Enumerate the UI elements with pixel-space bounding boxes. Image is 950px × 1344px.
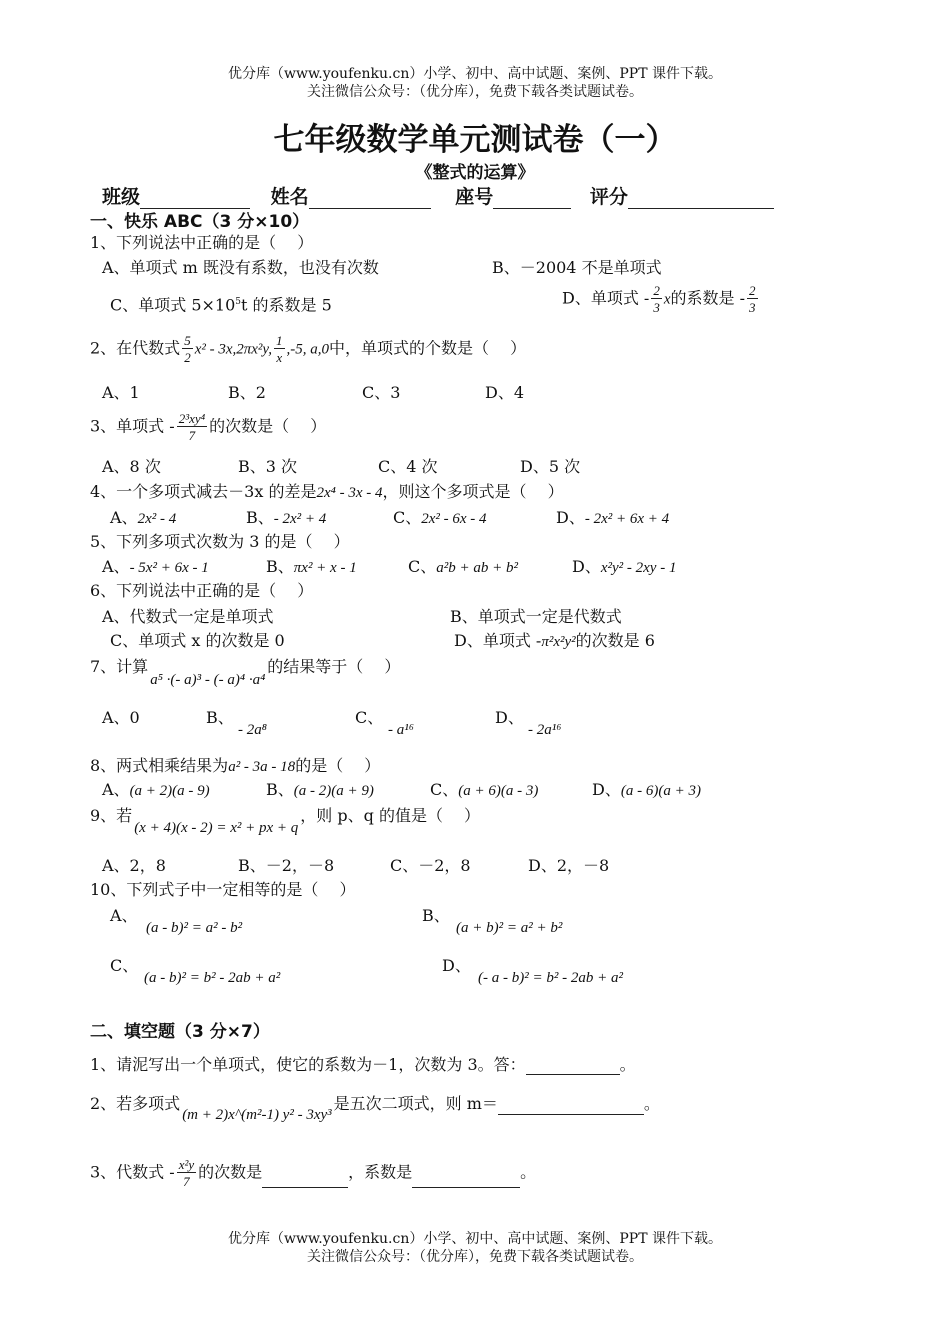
q1-option-a[interactable]: A、单项式 m 既没有系数，也没有次数 bbox=[102, 258, 379, 277]
q4-stem bbox=[90, 482, 564, 503]
q1-d-ans-num: 2 bbox=[749, 283, 756, 298]
q10-option-d-expr[interactable]: (- a - b)² = b² - 2ab + a² bbox=[478, 970, 623, 986]
q4-c-expr: 2x² - 6x - 4 bbox=[421, 511, 487, 527]
q4-d-label: D、 bbox=[556, 508, 585, 527]
q4-a-expr: 2x² - 4 bbox=[137, 511, 177, 527]
q6-d-post: 的次数是 6 bbox=[575, 631, 655, 650]
fill-q3 bbox=[90, 1158, 536, 1188]
q1-d-ans-den: 3 bbox=[749, 300, 756, 315]
q8-option-d[interactable] bbox=[592, 780, 701, 801]
q2-stem-post: 中，单项式的个数是（ ） bbox=[329, 338, 527, 358]
q1-c-pre: C、单项式 5×10 bbox=[110, 295, 236, 315]
q2-expr2: ,-5, a,0 bbox=[286, 341, 329, 358]
q4-stem-post: ，则这个多项式是（ ） bbox=[382, 482, 564, 501]
fill-q2 bbox=[90, 1094, 660, 1123]
q5-a-label: A、 bbox=[102, 557, 130, 576]
q4-b-expr: - 2x² + 4 bbox=[273, 511, 327, 527]
q2-frac2-num: 1 bbox=[276, 333, 283, 348]
seat-blank[interactable] bbox=[493, 190, 571, 209]
q4-d-expr: - 2x² + 6x + 4 bbox=[584, 511, 670, 527]
q5-c-expr: a²b + ab + b² bbox=[436, 560, 518, 576]
fill-q2-mid: 是五次二项式，则 m＝ bbox=[333, 1094, 498, 1113]
fill-q3-blank-degree[interactable] bbox=[262, 1169, 348, 1188]
q10-option-c-expr[interactable]: (a - b)² = b² - 2ab + a² bbox=[144, 970, 281, 986]
score-label: 评分 bbox=[589, 186, 628, 208]
q4-option-d[interactable] bbox=[556, 508, 669, 529]
q6-option-d[interactable] bbox=[454, 631, 655, 652]
fill-q3-mid1: 的次数是 bbox=[198, 1162, 263, 1182]
q4-a-label: A、 bbox=[110, 508, 138, 527]
fill-q3-pre: 3、代数式 - bbox=[90, 1162, 175, 1182]
q7-option-a[interactable]: A、0 bbox=[102, 708, 140, 727]
student-info-row bbox=[102, 182, 774, 209]
fill-q2-blank[interactable] bbox=[498, 1096, 644, 1115]
q9-stem bbox=[90, 806, 481, 836]
q1-stem: 1、下列说法中正确的是（ ） bbox=[90, 233, 314, 252]
q6-option-a[interactable]: A、代数式一定是单项式 bbox=[102, 607, 274, 626]
q6-d-expr: π²x²y² bbox=[541, 634, 576, 650]
page-title: 七年级数学单元测试卷（一） bbox=[273, 122, 677, 158]
q8-c-expr: (a + 6)(a - 3) bbox=[458, 783, 539, 799]
footer-line-1: 优分库（www.youfenku.cn）小学、初中、高中试题、案例、PPT 课件下载。 bbox=[227, 1231, 722, 1247]
q2-option-a[interactable]: A、1 bbox=[102, 383, 140, 402]
q10-option-c-label[interactable]: C、 bbox=[110, 956, 139, 975]
q9-expr: (x + 4)(x - 2) = x² + px + q bbox=[134, 820, 299, 836]
fill-q3-frac-num: x²y bbox=[178, 1157, 195, 1172]
q10-stem: 10、下列式子中一定相等的是（ ） bbox=[90, 880, 356, 899]
q2-frac2-den: x bbox=[276, 350, 283, 365]
q3-stem-pre: 3、单项式 - bbox=[90, 416, 175, 436]
q10-option-a-expr[interactable]: (a - b)² = a² - b² bbox=[146, 920, 243, 936]
q5-c-label: C、 bbox=[408, 557, 437, 576]
q9-stem-pre: 9、若 bbox=[90, 806, 133, 825]
q7-option-b-label[interactable]: B、 bbox=[206, 708, 234, 727]
fill-q1 bbox=[90, 1055, 636, 1075]
q10-option-b-label[interactable]: B、 bbox=[422, 906, 450, 925]
header-line-1: 优分库（www.youfenku.cn）小学、初中、高中试题、案例、PPT 课件下载。 bbox=[227, 66, 722, 82]
q3-option-b[interactable]: B、3 次 bbox=[238, 457, 298, 476]
q1-option-d[interactable] bbox=[562, 284, 760, 314]
seat-label: 座号 bbox=[455, 186, 494, 208]
q8-option-a[interactable] bbox=[102, 780, 210, 801]
q4-option-b[interactable] bbox=[246, 508, 326, 529]
q7-option-d-label[interactable]: D、 bbox=[495, 708, 524, 727]
q6-option-c[interactable]: C、单项式 x 的次数是 0 bbox=[110, 631, 285, 650]
q4-c-label: C、 bbox=[393, 508, 422, 527]
q3-option-a[interactable]: A、8 次 bbox=[102, 457, 161, 476]
q3-frac-num: 2³xy⁴ bbox=[178, 411, 206, 426]
fill-q3-end: 。 bbox=[520, 1162, 537, 1182]
q1-d-pre: D、单项式 - bbox=[562, 288, 650, 308]
q5-d-expr: x²y² - 2xy - 1 bbox=[600, 560, 677, 576]
q2-option-c[interactable]: C、3 bbox=[362, 383, 401, 402]
q8-stem-pre: 8、两式相乘结果为 bbox=[90, 756, 229, 775]
fill-q1-text: 1、请泥写出一个单项式，使它的系数为－1，次数为 3。答： bbox=[90, 1055, 526, 1074]
q2-stem-pre: 2、在代数式 bbox=[90, 338, 181, 358]
header-line-2: 关注微信公众号：（优分库），免费下载各类试题试卷。 bbox=[307, 84, 643, 100]
q10-option-d-label[interactable]: D、 bbox=[442, 956, 471, 975]
q1-c-post: t 的系数是 5 bbox=[241, 295, 332, 315]
q1-option-b[interactable]: B、－2004 不是单项式 bbox=[492, 258, 662, 277]
q2-option-b[interactable]: B、2 bbox=[228, 383, 266, 402]
q2-frac-den: 2 bbox=[184, 350, 191, 365]
q8-stem bbox=[90, 756, 380, 777]
q4-stem-pre: 4、一个多项式减去－3x 的差是 bbox=[90, 482, 317, 501]
q9-stem-post: ，则 p、q 的值是（ ） bbox=[300, 806, 481, 825]
q10-option-a-label[interactable]: A、 bbox=[110, 906, 138, 925]
section-2-heading: 二、填空题（3 分×7） bbox=[90, 1022, 270, 1042]
fill-q1-blank[interactable] bbox=[526, 1056, 620, 1075]
q5-option-c[interactable] bbox=[408, 557, 518, 578]
q8-option-c[interactable] bbox=[430, 780, 538, 801]
q5-b-label: B、 bbox=[266, 557, 294, 576]
q4-b-label: B、 bbox=[246, 508, 274, 527]
q3-option-d[interactable]: D、5 次 bbox=[520, 457, 581, 476]
q8-d-label: D、 bbox=[592, 780, 621, 799]
q5-a-expr: - 5x² + 6x - 1 bbox=[129, 560, 209, 576]
q7-option-c-label[interactable]: C、 bbox=[355, 708, 384, 727]
q6-d-pre: D、单项式 - bbox=[454, 631, 542, 650]
section-1-heading: 一、快乐 ABC（3 分×10） bbox=[90, 212, 310, 232]
q7-option-b-expr[interactable]: - 2a⁸ bbox=[238, 722, 267, 738]
fill-q2-pre: 2、若多项式 bbox=[90, 1094, 181, 1113]
q5-option-d[interactable] bbox=[572, 557, 676, 578]
q10-option-b-expr[interactable]: (a + b)² = a² + b² bbox=[456, 920, 563, 936]
q1-option-c[interactable] bbox=[110, 292, 332, 315]
q3-frac-den: 7 bbox=[188, 428, 196, 443]
page-subtitle: 《整式的运算》 bbox=[415, 163, 535, 183]
q2-expr1: x² - 3x,2πx²y, bbox=[194, 341, 272, 358]
q7-option-c-expr[interactable]: - a¹⁶ bbox=[388, 722, 414, 738]
q8-b-label: B、 bbox=[266, 780, 294, 799]
q7-stem bbox=[90, 657, 401, 688]
q5-option-a[interactable] bbox=[102, 557, 209, 578]
q8-a-expr: (a + 2)(a - 9) bbox=[129, 783, 210, 799]
q8-c-label: C、 bbox=[430, 780, 459, 799]
q9-option-d[interactable]: D、2，－8 bbox=[528, 856, 610, 875]
q8-stem-post: 的是（ ） bbox=[295, 756, 381, 775]
q4-expr: 2x⁴ - 3x - 4 bbox=[316, 485, 383, 501]
q7-stem-pre: 7、计算 bbox=[90, 657, 149, 676]
score-blank[interactable] bbox=[628, 190, 774, 209]
fill-q3-blank-coefficient[interactable] bbox=[412, 1169, 520, 1188]
class-label: 班级 bbox=[102, 186, 141, 208]
q1-c-exp: 5 bbox=[235, 297, 242, 307]
q7-option-d-expr[interactable]: - 2a¹⁶ bbox=[528, 722, 562, 738]
q8-expr: a² - 3a - 18 bbox=[228, 759, 296, 775]
q3-stem bbox=[90, 412, 326, 442]
q2-frac-num: 5 bbox=[184, 333, 191, 348]
q1-d-frac-den: 3 bbox=[653, 300, 660, 315]
q1-d-var: x bbox=[663, 291, 671, 308]
fill-q2-expr: (m + 2)x^(m²-1) y² - 3xy³ bbox=[182, 1107, 332, 1123]
q5-d-label: D、 bbox=[572, 557, 601, 576]
q8-d-expr: (a - 6)(a + 3) bbox=[620, 783, 701, 799]
q8-a-label: A、 bbox=[102, 780, 130, 799]
q8-option-b[interactable] bbox=[266, 780, 374, 801]
q3-option-c[interactable]: C、4 次 bbox=[378, 457, 438, 476]
name-blank[interactable] bbox=[309, 190, 431, 209]
q4-option-a[interactable] bbox=[110, 508, 176, 529]
q7-expr: a⁵ ·(- a)³ - (- a)⁴ ·a⁴ bbox=[150, 672, 266, 688]
q5-b-expr: πx² + x - 1 bbox=[293, 560, 357, 576]
q9-option-c[interactable]: C、－2，8 bbox=[390, 856, 471, 875]
name-label: 姓名 bbox=[270, 186, 309, 208]
q9-option-a[interactable]: A、2，8 bbox=[102, 856, 166, 875]
fill-q2-end: 。 bbox=[643, 1094, 660, 1113]
fill-q3-frac-den: 7 bbox=[183, 1174, 190, 1189]
q6-option-b[interactable]: B、单项式一定是代数式 bbox=[450, 607, 622, 626]
q1-d-frac-num: 2 bbox=[653, 283, 660, 298]
fill-q1-end: 。 bbox=[619, 1055, 636, 1074]
q2-stem bbox=[90, 334, 526, 364]
q5-option-b[interactable] bbox=[266, 557, 357, 578]
q2-option-d[interactable]: D、4 bbox=[485, 383, 525, 402]
q1-d-mid: 的系数是 - bbox=[670, 288, 745, 308]
fill-q3-mid2: ，系数是 bbox=[348, 1162, 413, 1182]
footer-line-2: 关注微信公众号：（优分库），免费下载各类试题试卷。 bbox=[307, 1249, 643, 1265]
q5-stem: 5、下列多项式次数为 3 的是（ ） bbox=[90, 532, 350, 551]
q8-b-expr: (a - 2)(a + 9) bbox=[293, 783, 374, 799]
q4-option-c[interactable] bbox=[393, 508, 487, 529]
q9-option-b[interactable]: B、－2，－8 bbox=[238, 856, 335, 875]
q7-stem-post: 的结果等于（ ） bbox=[267, 657, 401, 676]
q6-stem: 6、下列说法中正确的是（ ） bbox=[90, 581, 314, 600]
q3-stem-post: 的次数是（ ） bbox=[209, 416, 327, 436]
